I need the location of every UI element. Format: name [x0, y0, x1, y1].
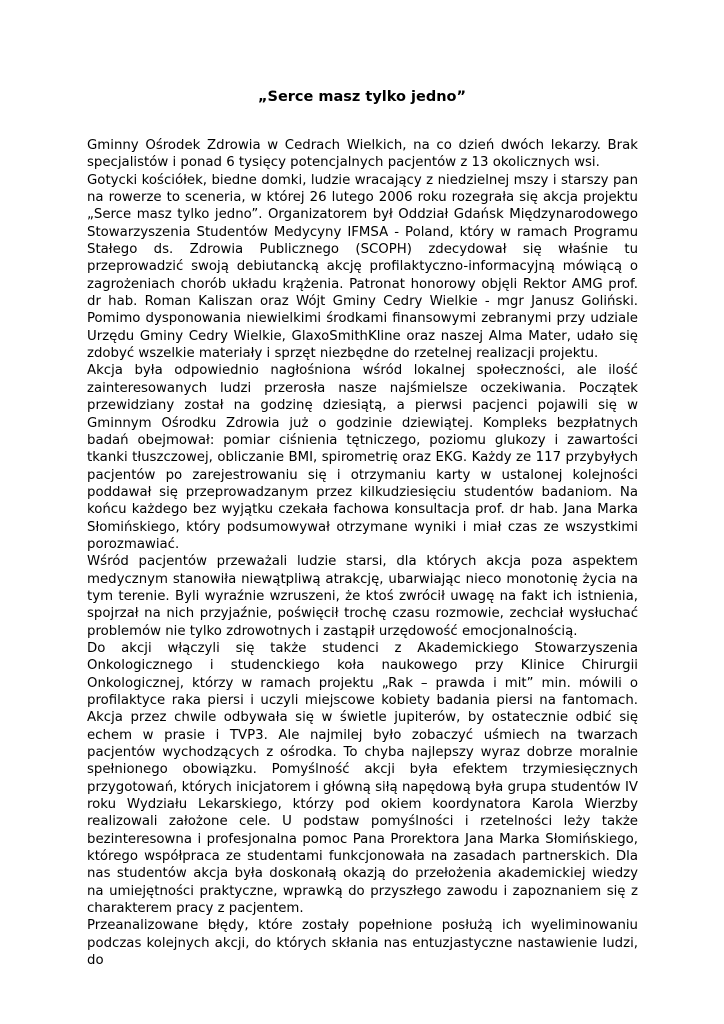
paragraph: Przeanalizowane błędy, które zostały popełnione posłużą ich wyeliminowaniu podczas kolejnych akcji, do których skłania nas entuzjastyczne nastawienie ludzi, do — [87, 918, 638, 969]
paragraph: Akcja była odpowiednio nagłośniona wśród lokalnej społeczności, ale ilość zainteresowanych ludzi przerosła nasze najśmielsze oczekiwania. Początek przewidziany został na godzinę dziesiątą, a pierwsi pacjenci pojawili się w Gminnym Ośrodku Zdrowia już o godzinie dziewiątej. Kompleks bezpłatnych badań obejmował: pomiar ciśnienia tętniczego, poziomu glukozy i zawartości tkanki tłuszczowej, obliczanie BMI, spirometrię oraz EKG. Każdy ze 117 przybyłych pacjentów po zarejestrowaniu się i otrzymaniu karty w ustalonej kolejności poddawał się przeprowadzanym przez kilkudziesięciu studentów badaniom. Na końcu każdego bez wyjątku czekała fachowa konsultacja prof. dr hab. Jana Marka Słomińskiego, który podsumowywał otrzymane wyniki i miał czas ze wszystkimi porozmawiać. — [87, 363, 638, 552]
paragraph: Wśród pacjentów przeważali ludzie starsi, dla których akcja poza aspektem medycznym stanowiła niewątpliwą atrakcję, ubarwiając nieco monotonię życia na tym terenie. Byli wyraźnie wzruszeni, że ktoś zwrócił uwagę na fakt ich istnienia, spojrzał na nich przyjaźnie, poświęcił trochę czasu rozmowie, zechciał wysłuchać problemów nie tylko zdrowotnych i zastąpił urzędowość emocjonalnością. — [87, 554, 638, 639]
document-body — [87, 137, 638, 970]
document-title: „Serce masz tylko jedno” — [257, 89, 467, 105]
paragraph: Gminny Ośrodek Zdrowia w Cedrach Wielkich, na co dzień dwóch lekarzy. Brak specjalistów i ponad 6 tysięcy potencjalnych pacjentów z 13 okolicznych wsi. — [87, 138, 638, 171]
paragraph: Gotycki kościółek, biedne domki, ludzie wracający z niedzielnej mszy i starszy pan na rowerze to sceneria, w której 26 lutego 2006 roku rozegrała się akcja projektu „Serce masz tylko jedno”. Organizatorem był Oddział Gdańsk Międzynarodowego Stowarzyszenia Studentów Medycyny IFMSA - Poland, który w ramach Programu Stałego ds. Zdrowia Publicznego (SCOPH) zdecydował się właśnie tu przeprowadzić swoją debiutancką akcję profilaktyczno-informacyjną mówiącą o zagrożeniach chorób układu krążenia. Patronat honorowy objęli Rektor AMG prof. dr hab. Roman Kaliszan oraz Wójt Gminy Cedry Wielkie - mgr Janusz Goliński. Pomimo dysponowania niewielkimi środkami finansowymi zebranymi przy udziale Urzędu Gminy Cedry Wielkie, GlaxoSmithKline oraz naszej Alma Mater, udało się zdobyć wszelkie materiały i sprzęt niezbędne do rzetelnej realizacji projektu. — [87, 172, 638, 362]
paragraph: Do akcji włączyli się także studenci z Akademickiego Stowarzyszenia Onkologicznego i studenckiego koła naukowego przy Klinice Chirurgii Onkologicznej, którzy w ramach projektu „Rak – prawda i mit” min. mówili o profilaktyce raka piersi i uczyli miejscowe kobiety badania piersi na fantomach. Akcja przez chwile odbywała się w świetle jupiterów, by ostatecznie odbić się echem w prasie i TVP3. Ale najmilej było zobaczyć uśmiech na twarzach pacjentów wychodzących z ośrodka. To chyba najlepszy wyraz dobrze moralnie spełnionego obowiązku. Pomyślność akcji była efektem trzymiesięcznych przygotowań, których inicjatorem i główną siłą napędową była grupa studentów IV roku Wydziału Lekarskiego, którzy pod okiem koordynatora Karola Wierzby realizowali założone cele. U podstaw pomyślności i rzetelności leży także bezinteresowna i profesjonalna pomoc Pana Prorektora Jana Marka Słomińskiego, którego współpraca ze studentami funkcjonowała na zasadach partnerskich. Dla nas studentów akcja była doskonałą okazją do przełożenia akademickiej wiedzy na umiejętności praktyczne, wprawką do przyszłego zawodu i zapoznaniem się z charakterem pracy z pacjentem. — [87, 640, 638, 917]
